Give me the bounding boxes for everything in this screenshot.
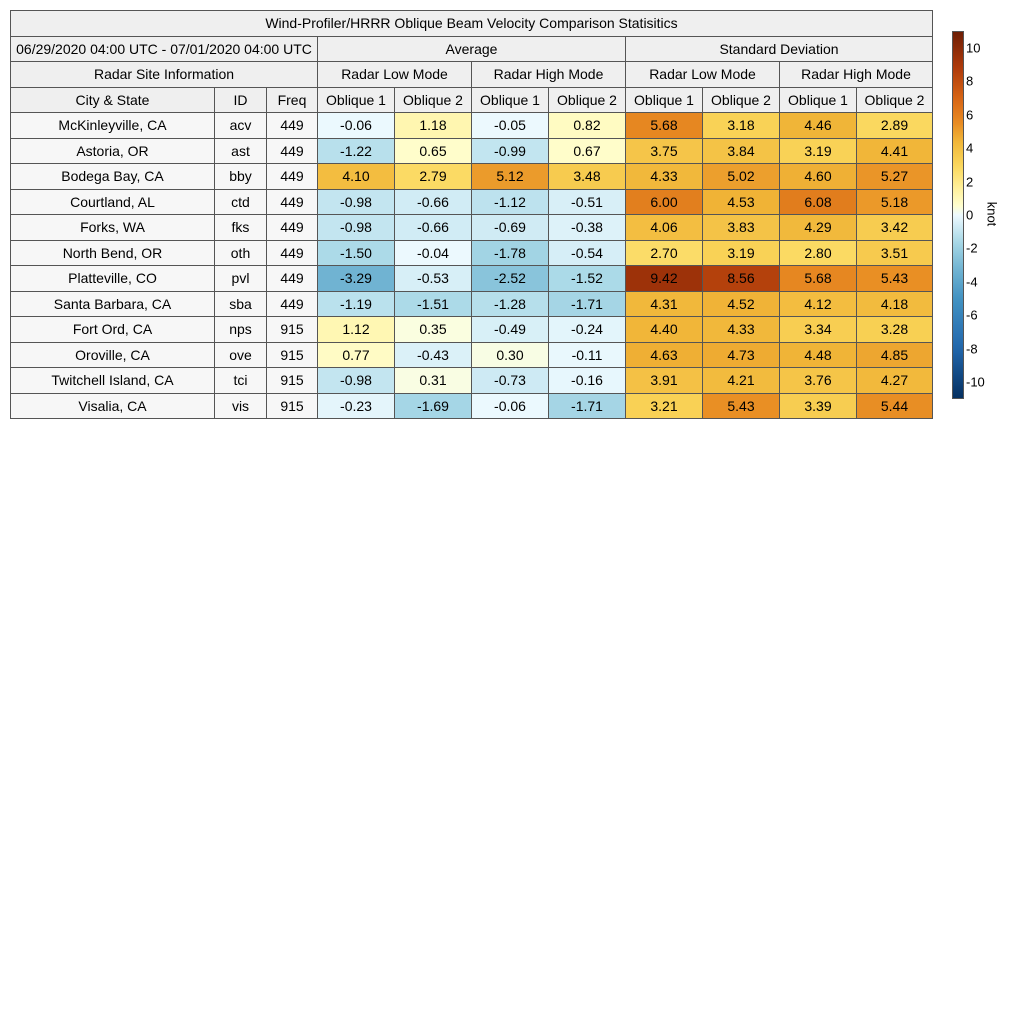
site-city-cell: Astoria, OR [11, 138, 215, 164]
value-cell: -0.38 [549, 215, 626, 241]
site-city-cell: Santa Barbara, CA [11, 291, 215, 317]
col-std-low-oblique1-header: Oblique 1 [626, 87, 703, 113]
value-cell: 4.18 [857, 291, 933, 317]
avg-high-mode-header: Radar High Mode [472, 62, 626, 88]
colorbar-tick-label: 2 [966, 174, 974, 190]
site-id-cell: oth [215, 240, 267, 266]
value-cell: 9.42 [626, 266, 703, 292]
col-avg-low-oblique1-header: Oblique 1 [318, 87, 395, 113]
site-freq-cell: 915 [267, 368, 318, 394]
value-cell: 6.08 [780, 189, 857, 215]
value-cell: 4.10 [318, 164, 395, 190]
value-cell: -1.19 [318, 291, 395, 317]
value-cell: 4.06 [626, 215, 703, 241]
table-row [11, 240, 933, 266]
value-cell: 0.77 [318, 342, 395, 368]
colorbar-tick-label: 6 [966, 107, 974, 123]
value-cell: -0.49 [472, 317, 549, 343]
col-avg-high-oblique2-header: Oblique 2 [549, 87, 626, 113]
site-city-cell: Twitchell Island, CA [11, 368, 215, 394]
site-freq-cell: 449 [267, 240, 318, 266]
value-cell: -0.06 [318, 113, 395, 139]
colorbar [952, 31, 964, 399]
site-city-cell: Platteville, CO [11, 266, 215, 292]
site-city-cell: Fort Ord, CA [11, 317, 215, 343]
col-city-header: City & State [11, 87, 215, 113]
std-low-mode-header: Radar Low Mode [626, 62, 780, 88]
value-cell: 6.00 [626, 189, 703, 215]
site-info-header: Radar Site Information [11, 62, 318, 88]
site-id-cell: nps [215, 317, 267, 343]
value-cell: 4.53 [703, 189, 780, 215]
site-city-cell: McKinleyville, CA [11, 113, 215, 139]
colorbar-tick-label: 8 [966, 73, 974, 89]
colorbar-tick-label: 10 [966, 40, 981, 56]
value-cell: 3.83 [703, 215, 780, 241]
site-freq-cell: 915 [267, 393, 318, 419]
site-id-cell: ast [215, 138, 267, 164]
value-cell: 4.46 [780, 113, 857, 139]
value-cell: 1.18 [395, 113, 472, 139]
stats-table [10, 10, 933, 419]
site-id-cell: sba [215, 291, 267, 317]
site-freq-cell: 449 [267, 164, 318, 190]
table-row [11, 393, 933, 419]
value-cell: 3.75 [626, 138, 703, 164]
value-cell: 4.63 [626, 342, 703, 368]
table-row [11, 215, 933, 241]
value-cell: -2.52 [472, 266, 549, 292]
site-freq-cell: 449 [267, 189, 318, 215]
col-freq-header: Freq [267, 87, 318, 113]
value-cell: 4.60 [780, 164, 857, 190]
value-cell: 5.44 [857, 393, 933, 419]
value-cell: 3.21 [626, 393, 703, 419]
value-cell: -3.29 [318, 266, 395, 292]
value-cell: -1.28 [472, 291, 549, 317]
site-city-cell: North Bend, OR [11, 240, 215, 266]
site-freq-cell: 449 [267, 215, 318, 241]
value-cell: 0.31 [395, 368, 472, 394]
value-cell: -0.73 [472, 368, 549, 394]
value-cell: -0.24 [549, 317, 626, 343]
value-cell: -0.54 [549, 240, 626, 266]
table-row [11, 291, 933, 317]
value-cell: 5.43 [703, 393, 780, 419]
colorbar-tick-label: 4 [966, 140, 974, 156]
table-row [11, 138, 933, 164]
site-freq-cell: 449 [267, 138, 318, 164]
site-city-cell: Visalia, CA [11, 393, 215, 419]
value-cell: 3.19 [780, 138, 857, 164]
table-row [11, 164, 933, 190]
value-cell: 0.35 [395, 317, 472, 343]
value-cell: 4.73 [703, 342, 780, 368]
date-range: 06/29/2020 04:00 UTC - 07/01/2020 04:00 UTC [11, 36, 318, 62]
value-cell: -0.99 [472, 138, 549, 164]
value-cell: -0.66 [395, 215, 472, 241]
col-std-high-oblique2-header: Oblique 2 [857, 87, 933, 113]
table-body [11, 113, 933, 419]
value-cell: -1.12 [472, 189, 549, 215]
site-city-cell: Bodega Bay, CA [11, 164, 215, 190]
value-cell: -1.51 [395, 291, 472, 317]
colorbar-tick-label: -4 [966, 274, 978, 290]
value-cell: 3.48 [549, 164, 626, 190]
value-cell: -1.71 [549, 291, 626, 317]
value-cell: 4.31 [626, 291, 703, 317]
value-cell: -0.69 [472, 215, 549, 241]
col-std-high-oblique1-header: Oblique 1 [780, 87, 857, 113]
value-cell: -1.71 [549, 393, 626, 419]
value-cell: 4.12 [780, 291, 857, 317]
site-id-cell: ove [215, 342, 267, 368]
value-cell: -1.22 [318, 138, 395, 164]
value-cell: 4.33 [703, 317, 780, 343]
value-cell: 0.65 [395, 138, 472, 164]
value-cell: 3.28 [857, 317, 933, 343]
value-cell: -0.04 [395, 240, 472, 266]
value-cell: 1.12 [318, 317, 395, 343]
value-cell: 3.42 [857, 215, 933, 241]
value-cell: 0.67 [549, 138, 626, 164]
site-id-cell: fks [215, 215, 267, 241]
value-cell: -0.16 [549, 368, 626, 394]
value-cell: 4.48 [780, 342, 857, 368]
value-cell: -0.43 [395, 342, 472, 368]
value-cell: 3.18 [703, 113, 780, 139]
value-cell: -1.50 [318, 240, 395, 266]
value-cell: 2.70 [626, 240, 703, 266]
value-cell: -0.51 [549, 189, 626, 215]
std-high-mode-header: Radar High Mode [780, 62, 933, 88]
value-cell: -0.06 [472, 393, 549, 419]
value-cell: 5.68 [626, 113, 703, 139]
value-cell: 4.40 [626, 317, 703, 343]
value-cell: 4.85 [857, 342, 933, 368]
value-cell: 5.68 [780, 266, 857, 292]
value-cell: 5.43 [857, 266, 933, 292]
site-freq-cell: 915 [267, 317, 318, 343]
site-city-cell: Courtland, AL [11, 189, 215, 215]
value-cell: -0.98 [318, 215, 395, 241]
col-avg-high-oblique1-header: Oblique 1 [472, 87, 549, 113]
value-cell: -1.78 [472, 240, 549, 266]
table-row [11, 266, 933, 292]
table-row [11, 317, 933, 343]
site-id-cell: ctd [215, 189, 267, 215]
table-row [11, 113, 933, 139]
value-cell: -0.66 [395, 189, 472, 215]
value-cell: 5.02 [703, 164, 780, 190]
value-cell: 3.76 [780, 368, 857, 394]
colorbar-tick-label: 0 [966, 207, 974, 223]
table-row [11, 189, 933, 215]
value-cell: 4.27 [857, 368, 933, 394]
value-cell: 0.82 [549, 113, 626, 139]
value-cell: -0.11 [549, 342, 626, 368]
value-cell: 5.27 [857, 164, 933, 190]
site-freq-cell: 449 [267, 266, 318, 292]
value-cell: 2.89 [857, 113, 933, 139]
value-cell: -0.98 [318, 368, 395, 394]
site-city-cell: Forks, WA [11, 215, 215, 241]
colorbar-tick-label: -10 [966, 374, 985, 390]
value-cell: 3.91 [626, 368, 703, 394]
site-freq-cell: 449 [267, 291, 318, 317]
value-cell: -1.52 [549, 266, 626, 292]
col-std-low-oblique2-header: Oblique 2 [703, 87, 780, 113]
value-cell: 4.21 [703, 368, 780, 394]
colorbar-tick-label: -6 [966, 307, 978, 323]
value-cell: -0.23 [318, 393, 395, 419]
average-header: Average [318, 36, 626, 62]
site-id-cell: pvl [215, 266, 267, 292]
col-avg-low-oblique2-header: Oblique 2 [395, 87, 472, 113]
value-cell: 3.51 [857, 240, 933, 266]
value-cell: 0.30 [472, 342, 549, 368]
table-title: Wind-Profiler/HRRR Oblique Beam Velocity Comparison Statisitics [11, 11, 933, 37]
value-cell: 3.19 [703, 240, 780, 266]
col-id-header: ID [215, 87, 267, 113]
value-cell: 4.33 [626, 164, 703, 190]
site-freq-cell: 915 [267, 342, 318, 368]
site-id-cell: acv [215, 113, 267, 139]
value-cell: 5.18 [857, 189, 933, 215]
site-freq-cell: 449 [267, 113, 318, 139]
table-row [11, 342, 933, 368]
value-cell: 8.56 [703, 266, 780, 292]
value-cell: 3.84 [703, 138, 780, 164]
site-id-cell: tci [215, 368, 267, 394]
site-id-cell: bby [215, 164, 267, 190]
value-cell: 4.52 [703, 291, 780, 317]
value-cell: -1.69 [395, 393, 472, 419]
value-cell: 2.79 [395, 164, 472, 190]
value-cell: 4.41 [857, 138, 933, 164]
value-cell: -0.05 [472, 113, 549, 139]
value-cell: 4.29 [780, 215, 857, 241]
colorbar-unit-label: knot [984, 201, 1000, 227]
value-cell: -0.53 [395, 266, 472, 292]
avg-low-mode-header: Radar Low Mode [318, 62, 472, 88]
table-row [11, 368, 933, 394]
value-cell: 3.39 [780, 393, 857, 419]
site-id-cell: vis [215, 393, 267, 419]
value-cell: 2.80 [780, 240, 857, 266]
value-cell: -0.98 [318, 189, 395, 215]
colorbar-tick-label: -8 [966, 341, 978, 357]
site-city-cell: Oroville, CA [11, 342, 215, 368]
colorbar-tick-label: -2 [966, 240, 978, 256]
value-cell: 5.12 [472, 164, 549, 190]
std-dev-header: Standard Deviation [626, 36, 933, 62]
value-cell: 3.34 [780, 317, 857, 343]
